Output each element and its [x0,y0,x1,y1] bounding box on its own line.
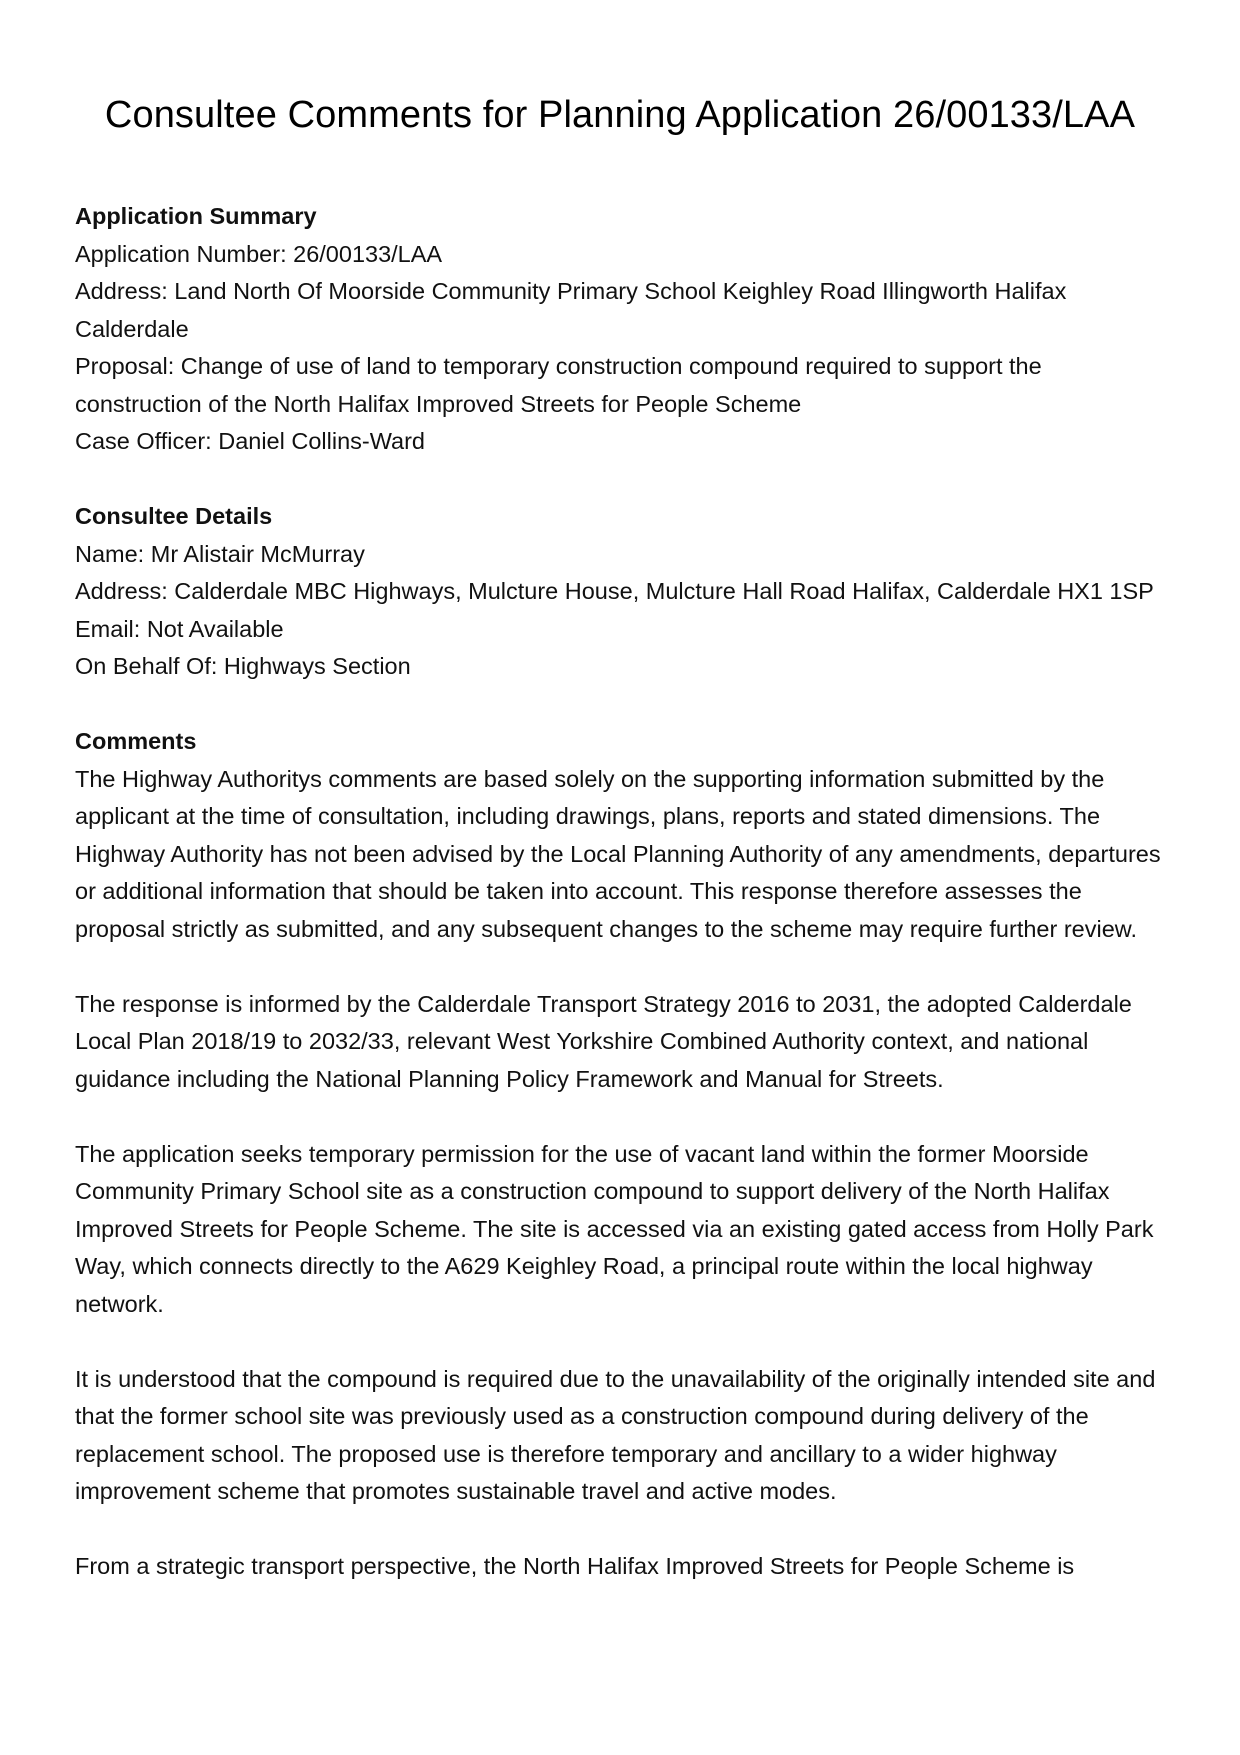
comment-paragraph: From a strategic transport perspective, the North Halifax Improved Streets for People Scheme is [75,1553,1075,1579]
application-address: Address: Land North Of Moorside Community Primary School Keighley Road Illingworth Halifax Calderdale [75,278,1067,342]
comment-paragraph: The Highway Authoritys comments are based solely on the supporting information submitted by the applicant at the time of consultation, including drawings, plans, reports and stated dimensions. The Highway Authority has not been advised by the Local Planning Authority of any amendments, departures or additional information that should be taken into account. This response therefore assesses the proposal strictly as submitted, and any subsequent changes to the scheme may require further review. [75,765,1161,942]
consultee-address: Address: Calderdale MBC Highways, Mulcture House, Mulcture Hall Road Halifax, Calderdale HX1 1SP [75,578,1154,604]
comment-paragraph: The response is informed by the Calderdale Transport Strategy 2016 to 2031, the adopted Calderdale Local Plan 2018/19 to 2032/33, relevant West Yorkshire Combined Authority context, and national guidance including the National Planning Policy Framework and Manual for Streets. [75,990,1132,1092]
application-number: Application Number: 26/00133/LAA [75,240,443,267]
document-content [75,198,1170,1623]
consultee-details-section [75,498,1170,686]
comments-heading: Comments [75,728,197,754]
comment-paragraph: It is understood that the compound is required due to the unavailability of the originally intended site and that the former school site was previously used as a construction compound during delivery of the replacement school. The proposed use is therefore temporary and ancillary to a wider highway improvement scheme that promotes sustainable travel and active modes. [75,1365,1156,1504]
application-proposal: Proposal: Change of use of land to temporary construction compound required to support the construction of the North Halifax Improved Streets for People Scheme [75,353,1042,417]
case-officer: Case Officer: Daniel Collins-Ward [75,428,425,454]
application-summary-heading: Application Summary [75,203,317,229]
comment-paragraph: The application seeks temporary permission for the use of vacant land within the former Moorside Community Primary School site as a construction compound to support delivery of the North Halifax Improved Streets for People Scheme. The site is accessed via an existing gated access from Holly Park Way, which connects directly to the A629 Keighley Road, a principal route within the local highway network. [75,1140,1154,1317]
consultee-name: Name: Mr Alistair McMurray [75,540,365,567]
comments-section [75,723,1170,1586]
application-summary-section [75,198,1170,461]
consultee-on-behalf-of: On Behalf Of: Highways Section [75,653,411,679]
consultee-details-heading: Consultee Details [75,503,273,529]
consultee-email: Email: Not Available [75,615,284,642]
page-title: Consultee Comments for Planning Application 26/00133/LAA [104,94,1136,136]
